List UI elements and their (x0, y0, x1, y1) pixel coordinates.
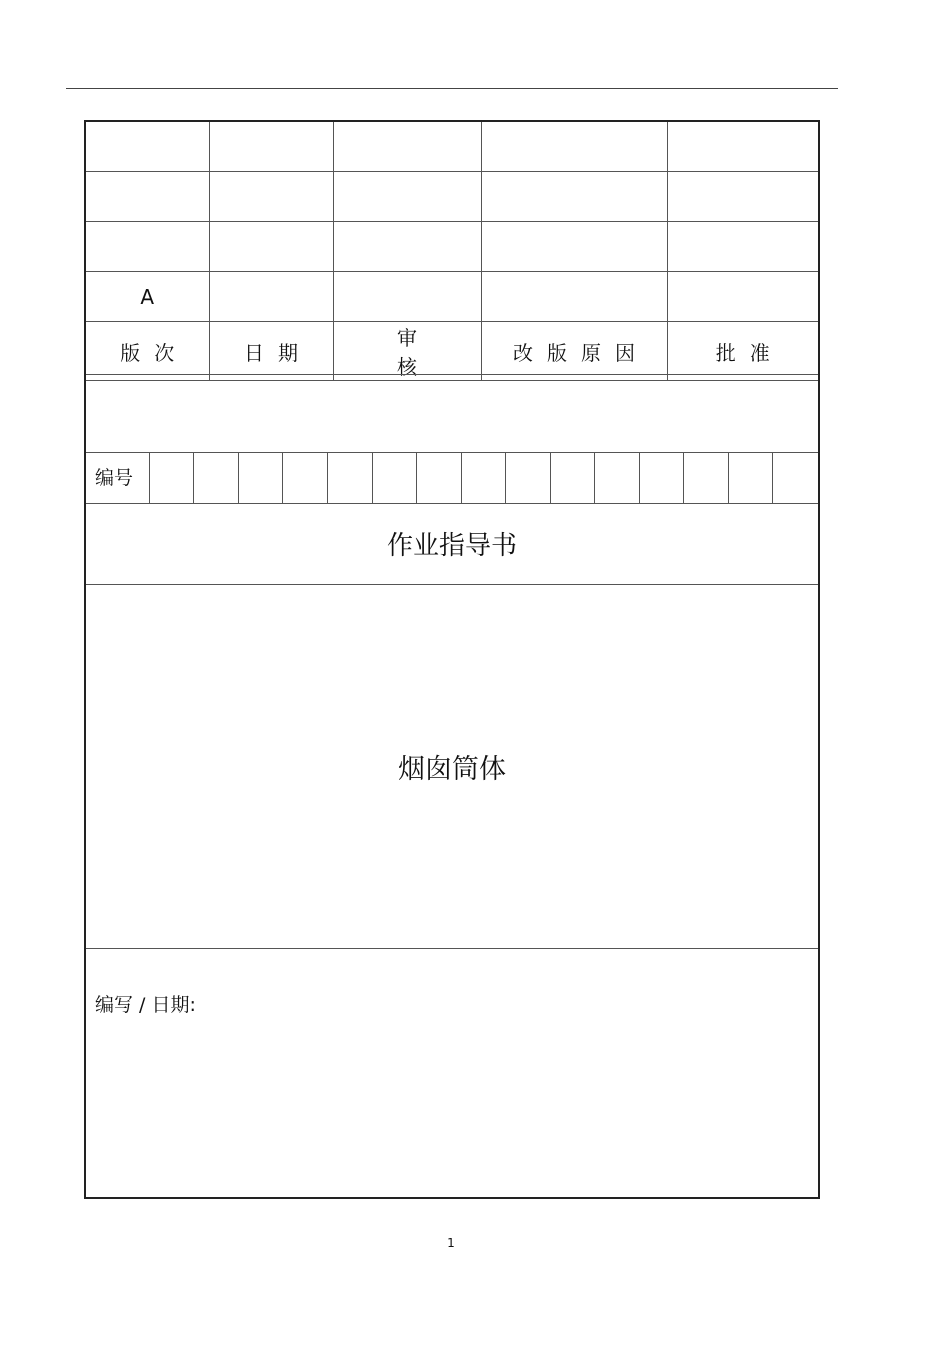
header-date: 日期 (209, 322, 333, 381)
header-version: 版次 (86, 322, 209, 381)
revision-cell[interactable] (333, 172, 481, 222)
blank-row (86, 374, 818, 452)
author-date-label: 编写 / 日期: (95, 994, 196, 1016)
header-revision-reason: 改版原因 (481, 322, 667, 381)
revision-cell[interactable] (667, 272, 818, 322)
number-box[interactable] (373, 453, 418, 503)
document-subject: 烟囱筒体 (398, 754, 506, 785)
revision-cell[interactable] (333, 272, 481, 322)
number-box[interactable] (773, 453, 818, 503)
revision-row (86, 272, 818, 322)
page-number: 1 (447, 1236, 455, 1250)
revision-cell[interactable] (209, 122, 333, 172)
number-box[interactable] (194, 453, 239, 503)
revision-cell[interactable] (86, 172, 209, 222)
revision-table (86, 122, 818, 381)
revision-cell[interactable] (667, 122, 818, 172)
number-box[interactable] (239, 453, 284, 503)
document-title-row (86, 503, 818, 585)
document-number-row (86, 452, 818, 504)
revision-row (86, 122, 818, 172)
revision-cell[interactable] (667, 222, 818, 272)
revision-cell[interactable] (86, 222, 209, 272)
document-subject-row (86, 585, 818, 949)
number-box[interactable] (684, 453, 729, 503)
revision-cell[interactable] (481, 122, 667, 172)
revision-cell[interactable] (209, 222, 333, 272)
document-title: 作业指导书 (386, 531, 517, 561)
revision-cell[interactable] (481, 222, 667, 272)
header-approval: 批准 (667, 322, 818, 381)
number-box[interactable] (551, 453, 596, 503)
number-box[interactable] (462, 453, 507, 503)
header-rule (66, 88, 838, 89)
revision-cell[interactable] (209, 172, 333, 222)
revision-cell[interactable] (333, 222, 481, 272)
number-box[interactable] (328, 453, 373, 503)
revision-cell[interactable] (481, 172, 667, 222)
number-box[interactable] (150, 453, 195, 503)
number-box[interactable] (283, 453, 328, 503)
revision-cell[interactable]: A (86, 272, 209, 322)
revision-cell[interactable] (209, 272, 333, 322)
header-review: 审 核 (333, 322, 481, 381)
number-box[interactable] (729, 453, 774, 503)
revision-cell[interactable] (481, 272, 667, 322)
number-box[interactable] (595, 453, 640, 503)
revision-cell[interactable] (333, 122, 481, 172)
revision-cell[interactable] (667, 172, 818, 222)
number-box[interactable] (417, 453, 462, 503)
number-box[interactable] (506, 453, 551, 503)
revision-row (86, 172, 818, 222)
number-label: 编号 (86, 453, 150, 503)
number-box[interactable] (640, 453, 685, 503)
document-frame (84, 120, 820, 1199)
revision-row (86, 222, 818, 272)
revision-cell[interactable] (86, 122, 209, 172)
revision-header-row (86, 322, 818, 381)
